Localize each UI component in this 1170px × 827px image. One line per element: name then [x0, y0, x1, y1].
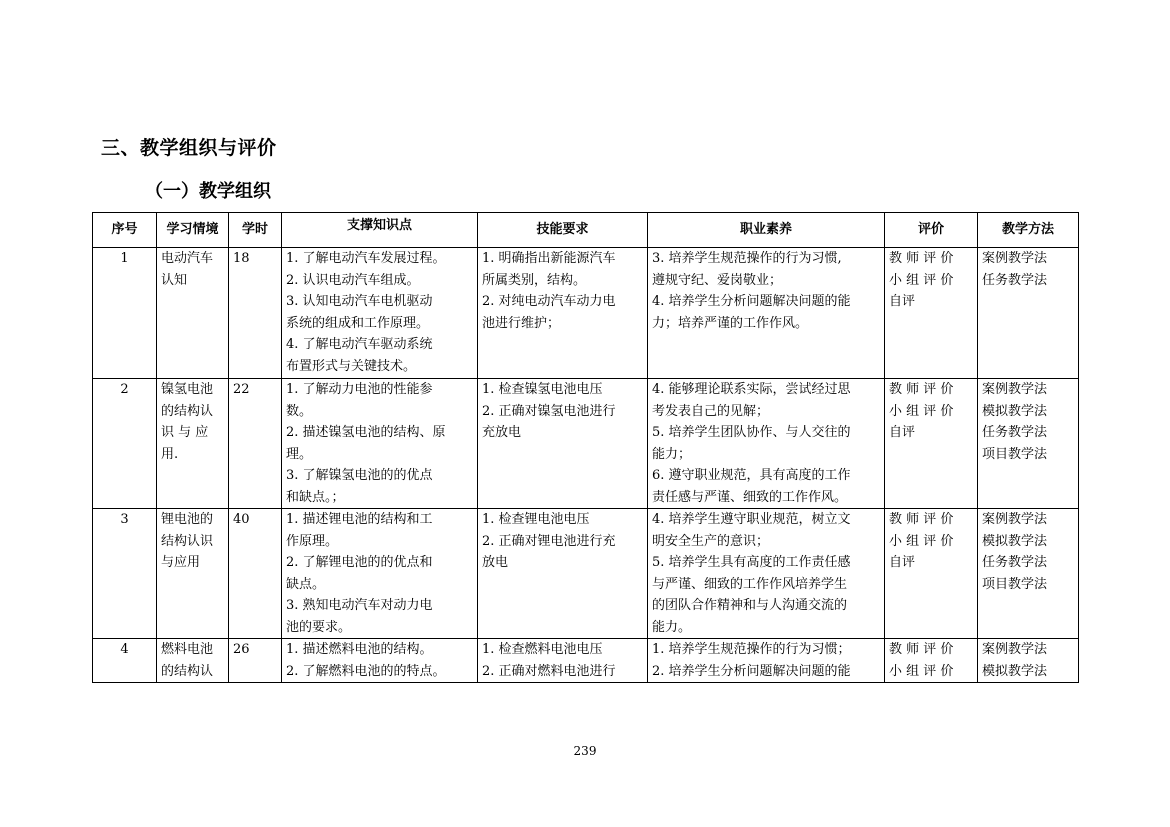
cell-line: 小 组 评 价 [889, 403, 954, 419]
cell-line: 理。 [286, 446, 313, 462]
header-cell: 技能要求 [478, 213, 648, 248]
methods-cell [978, 379, 1079, 509]
cell-line: 2. 正确对锂电池进行充 [482, 533, 616, 549]
evaluation-cell [885, 248, 978, 379]
cell-line: 4. 能够理论联系实际，尝试经过思 [652, 382, 851, 397]
section-heading: 三、教学组织与评价 [101, 137, 277, 159]
cell-line: 教 师 评 价 [889, 251, 954, 266]
cell-line: 1. 描述锂电池的结构和工 [286, 512, 433, 527]
cell-line: 项目教学法 [982, 446, 1048, 462]
evaluation-cell [885, 379, 978, 509]
cell-line: 3. 熟知电动汽车对动力电 [286, 598, 433, 613]
cell-line: 能力； [652, 446, 692, 462]
skills-cell [478, 509, 648, 639]
cell-line: 力；培养严谨的工作作风。 [652, 315, 809, 331]
cell-line: 作原理。 [286, 533, 339, 549]
cell-line: 1. 了解电动汽车发展过程。 [286, 251, 446, 266]
cell-line: 系统的组成和工作原理。 [286, 315, 430, 331]
cell-line: 责任感与严谨、细致的工作作风。 [652, 489, 848, 505]
cell-line: 考发表自己的见解； [652, 403, 770, 419]
cell-line: 遵规守纪、爱岗敬业； [652, 272, 783, 288]
row-number-cell: 3 [93, 509, 157, 639]
quality-cell [648, 509, 885, 639]
cell-line: 3. 认知电动汽车电机驱动 [286, 294, 433, 309]
cell-line: 自评 [889, 425, 916, 440]
cell-line: 1. 检查镍氢电池电压 [482, 382, 603, 397]
cell-line: 5. 培养学生具有高度的工作责任感 [652, 555, 851, 570]
skills-cell [478, 248, 648, 379]
knowledge-cell [282, 379, 478, 509]
cell-line: 1. 明确指出新能源汽车 [482, 251, 616, 266]
cell-line: 模拟教学法 [982, 403, 1048, 419]
teaching-organization-table [92, 212, 1079, 683]
cell-line: 任务教学法 [982, 272, 1048, 288]
evaluation-cell [885, 509, 978, 639]
cell-line: 3. 培养学生规范操作的行为习惯, [652, 251, 842, 266]
cell-line: 所属类别，结构。 [482, 272, 587, 288]
skills-cell [478, 639, 648, 683]
cell-line: 的结构认 [161, 403, 214, 419]
methods-cell [978, 248, 1079, 379]
cell-line: 4. 培养学生分析问题解决问题的能 [652, 294, 851, 309]
cell-line: 项目教学法 [982, 576, 1048, 592]
quality-cell [648, 639, 885, 683]
cell-line: 自评 [889, 294, 916, 309]
cell-line: 案例教学法 [982, 251, 1048, 266]
cell-line: 明安全生产的意识； [652, 533, 770, 549]
cell-line: 识 与 应 [161, 425, 209, 440]
row-number-cell: 4 [93, 639, 157, 683]
cell-line: 2. 对纯电动汽车动力电 [482, 294, 616, 309]
header-cell: 评价 [885, 213, 978, 248]
cell-line: 2. 培养学生分析问题解决问题的能 [652, 663, 851, 679]
cell-line: 结构认识 [161, 533, 214, 549]
cell-line: 与应用 [161, 555, 201, 570]
knowledge-cell [282, 639, 478, 683]
cell-line: 案例教学法 [982, 642, 1048, 657]
cell-line: 池的要求。 [286, 619, 352, 635]
cell-line: 教 师 评 价 [889, 642, 954, 657]
table-header-row [93, 213, 1079, 248]
cell-line: 2. 了解燃料电池的的特点。 [286, 663, 446, 679]
evaluation-cell [885, 639, 978, 683]
cell-line: 2. 了解锂电池的的优点和 [286, 555, 433, 570]
row-number-cell: 2 [93, 379, 157, 509]
cell-line: 电动汽车 [161, 251, 214, 266]
cell-line: 教 师 评 价 [889, 382, 954, 397]
hours-cell: 40 [229, 509, 282, 639]
cell-line: 2. 描述镍氢电池的结构、原 [286, 425, 446, 440]
cell-line: 任务教学法 [982, 555, 1048, 570]
situation-cell [157, 248, 229, 379]
quality-cell [648, 248, 885, 379]
header-cell: 职业素养 [648, 213, 885, 248]
cell-line: 5. 培养学生团队协作、与人交往的 [652, 425, 851, 440]
cell-line: 2. 认识电动汽车组成。 [286, 272, 420, 288]
cell-line: 4. 了解电动汽车驱动系统 [286, 337, 433, 352]
quality-cell [648, 379, 885, 509]
cell-line: 1. 了解动力电池的性能参 [286, 382, 433, 397]
cell-line: 小 组 评 价 [889, 533, 954, 549]
table-row [93, 639, 1079, 683]
knowledge-cell [282, 248, 478, 379]
cell-line: 任务教学法 [982, 425, 1048, 440]
header-cell: 教学方法 [978, 213, 1079, 248]
cell-line: 模拟教学法 [982, 663, 1048, 679]
header-cell: 支撑知识点 [282, 213, 478, 248]
header-cell: 序号 [93, 213, 157, 248]
cell-line: 锂电池的 [161, 512, 214, 527]
cell-line: 认知 [161, 272, 188, 288]
cell-line: 案例教学法 [982, 512, 1048, 527]
cell-line: 1. 检查燃料电池电压 [482, 642, 603, 657]
cell-line: 模拟教学法 [982, 533, 1048, 549]
table-row [93, 509, 1079, 639]
cell-line: 1. 检查锂电池电压 [482, 512, 590, 527]
cell-line: 1. 描述燃料电池的结构。 [286, 642, 433, 657]
cell-line: 放电 [482, 555, 509, 570]
cell-line: 数。 [286, 403, 313, 419]
situation-cell [157, 639, 229, 683]
situation-cell [157, 379, 229, 509]
hours-cell: 22 [229, 379, 282, 509]
cell-line: 的结构认 [161, 663, 214, 679]
table-row [93, 248, 1079, 379]
cell-line: 的团队合作精神和与人沟通交流的 [652, 598, 848, 613]
header-cell: 学习情境 [157, 213, 229, 248]
cell-line: 燃料电池 [161, 642, 214, 657]
header-cell: 学时 [229, 213, 282, 248]
cell-line: 小 组 评 价 [889, 272, 954, 288]
methods-cell [978, 509, 1079, 639]
cell-line: 2. 正确对镍氢电池进行 [482, 403, 616, 419]
table-row [93, 379, 1079, 509]
cell-line: 和缺点。； [286, 489, 345, 505]
knowledge-cell [282, 509, 478, 639]
cell-line: 1. 培养学生规范操作的行为习惯； [652, 642, 851, 657]
cell-line: 3. 了解镍氢电池的的优点 [286, 468, 433, 483]
cell-line: 教 师 评 价 [889, 512, 954, 527]
cell-line: 镍氢电池 [161, 382, 214, 397]
cell-line: 2. 正确对燃料电池进行 [482, 663, 616, 679]
cell-line: 充放电 [482, 425, 522, 440]
situation-cell [157, 509, 229, 639]
cell-line: 用. [161, 446, 179, 462]
cell-line: 池进行维护； [482, 315, 561, 331]
page-number: 239 [573, 744, 597, 758]
cell-line: 6. 遵守职业规范，具有高度的工作 [652, 468, 851, 483]
cell-line: 能力。 [652, 619, 692, 635]
cell-line: 4. 培养学生遵守职业规范，树立文 [652, 512, 851, 527]
row-number-cell: 1 [93, 248, 157, 379]
skills-cell [478, 379, 648, 509]
subsection-heading: （一）教学组织 [145, 181, 271, 202]
cell-line: 缺点。 [286, 576, 326, 592]
cell-line: 小 组 评 价 [889, 663, 954, 679]
hours-cell: 26 [229, 639, 282, 683]
cell-line: 布置形式与关键技术。 [286, 358, 417, 374]
hours-cell: 18 [229, 248, 282, 379]
cell-line: 案例教学法 [982, 382, 1048, 397]
cell-line: 与严谨、细致的工作作风培养学生 [652, 576, 848, 592]
cell-line: 自评 [889, 555, 916, 570]
methods-cell [978, 639, 1079, 683]
